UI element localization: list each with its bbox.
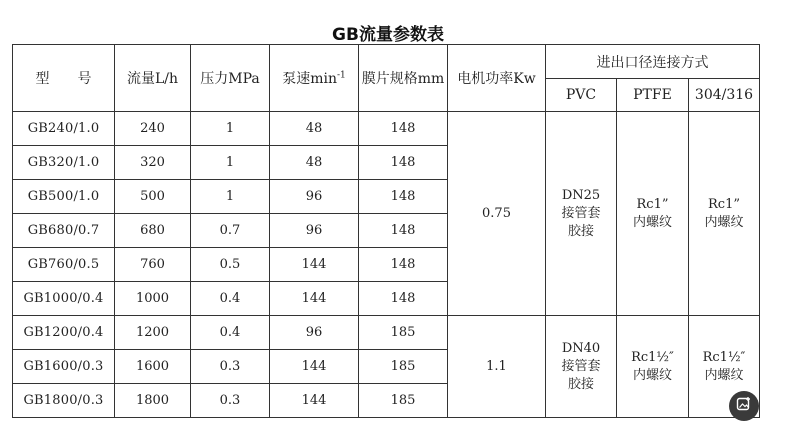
- cell-pressure: 1: [191, 180, 270, 214]
- header-speed-exponent: -1: [337, 70, 346, 81]
- cell-flow: 1600: [115, 350, 191, 384]
- header-power: 电机功率Kw: [448, 45, 546, 112]
- pvc-line: 接管套: [561, 358, 601, 374]
- pvc-line: DN25: [561, 187, 601, 203]
- header-connection: 进出口径连接方式: [546, 45, 760, 79]
- cell-membrane: 185: [359, 384, 448, 418]
- cell-speed: 144: [270, 248, 359, 282]
- header-model: 型 号: [13, 45, 115, 112]
- cell-speed: 96: [270, 316, 359, 350]
- pvc-line: 接管套: [561, 205, 601, 221]
- cell-pressure: 1: [191, 112, 270, 146]
- image-edit-icon: [736, 396, 752, 416]
- table-row: [13, 316, 760, 350]
- cell-pvc-group-1: [546, 112, 617, 316]
- ss-line: Rc1½″: [702, 349, 746, 365]
- cell-membrane: 148: [359, 180, 448, 214]
- header-membrane: 膜片规格mm: [359, 45, 448, 112]
- cell-flow: 680: [115, 214, 191, 248]
- header-pressure: 压力MPa: [191, 45, 270, 112]
- cell-pressure: 0.5: [191, 248, 270, 282]
- cell-model: GB1800/0.3: [13, 384, 115, 418]
- ptfe-line: Rc1”: [636, 196, 669, 212]
- pvc-line: 胶接: [567, 223, 594, 239]
- cell-speed: 144: [270, 384, 359, 418]
- page-title: GB流量参数表: [332, 25, 444, 45]
- cell-membrane: 148: [359, 282, 448, 316]
- cell-speed: 144: [270, 350, 359, 384]
- cell-model: GB1200/0.4: [13, 316, 115, 350]
- cell-speed: 48: [270, 112, 359, 146]
- ptfe-line: 内螺纹: [632, 214, 672, 230]
- cell-model: GB1600/0.3: [13, 350, 115, 384]
- cell-power-group-2: 1.1: [448, 316, 546, 418]
- cell-ss-group-1: [689, 112, 760, 316]
- ss-line: 内螺纹: [704, 367, 744, 383]
- cell-flow: 1800: [115, 384, 191, 418]
- cell-model: GB500/1.0: [13, 180, 115, 214]
- cell-ptfe-group-2: [617, 316, 689, 418]
- cell-ptfe-group-1: [617, 112, 689, 316]
- ss-line: Rc1”: [708, 196, 741, 212]
- cell-pressure: 0.4: [191, 316, 270, 350]
- ptfe-line: Rc1½″: [631, 349, 674, 365]
- spec-table: [12, 44, 760, 418]
- cell-pressure: 0.3: [191, 350, 270, 384]
- ptfe-line: 内螺纹: [632, 367, 672, 383]
- cell-flow: 1000: [115, 282, 191, 316]
- ss-line: 内螺纹: [704, 214, 744, 230]
- cell-model: GB240/1.0: [13, 112, 115, 146]
- cell-membrane: 185: [359, 316, 448, 350]
- cell-power-group-1: 0.75: [448, 112, 546, 316]
- cell-pressure: 0.3: [191, 384, 270, 418]
- cell-speed: 48: [270, 146, 359, 180]
- header-speed: [270, 45, 359, 112]
- cell-flow: 1200: [115, 316, 191, 350]
- cell-membrane: 148: [359, 112, 448, 146]
- cell-speed: 96: [270, 180, 359, 214]
- cell-flow: 500: [115, 180, 191, 214]
- cell-model: GB320/1.0: [13, 146, 115, 180]
- header-flow: 流量L/h: [115, 45, 191, 112]
- cell-speed: 144: [270, 282, 359, 316]
- cell-model: GB680/0.7: [13, 214, 115, 248]
- cell-flow: 760: [115, 248, 191, 282]
- cell-model: GB760/0.5: [13, 248, 115, 282]
- cell-pressure: 0.4: [191, 282, 270, 316]
- header-ptfe: PTFE: [617, 79, 689, 112]
- pvc-line: 胶接: [567, 376, 594, 392]
- pvc-line: DN40: [561, 340, 601, 356]
- header-pvc: PVC: [546, 79, 617, 112]
- cell-flow: 240: [115, 112, 191, 146]
- cell-flow: 320: [115, 146, 191, 180]
- cell-model: GB1000/0.4: [13, 282, 115, 316]
- cell-membrane: 148: [359, 214, 448, 248]
- cell-speed: 96: [270, 214, 359, 248]
- cell-pressure: 1: [191, 146, 270, 180]
- cell-pressure: 0.7: [191, 214, 270, 248]
- header-speed-label: 泵速min: [282, 71, 337, 87]
- table-row: [13, 112, 760, 146]
- cell-membrane: 148: [359, 248, 448, 282]
- header-ss: 304/316: [689, 79, 760, 112]
- cell-pvc-group-2: [546, 316, 617, 418]
- cell-membrane: 185: [359, 350, 448, 384]
- image-edit-button[interactable]: [729, 391, 759, 421]
- cell-membrane: 148: [359, 146, 448, 180]
